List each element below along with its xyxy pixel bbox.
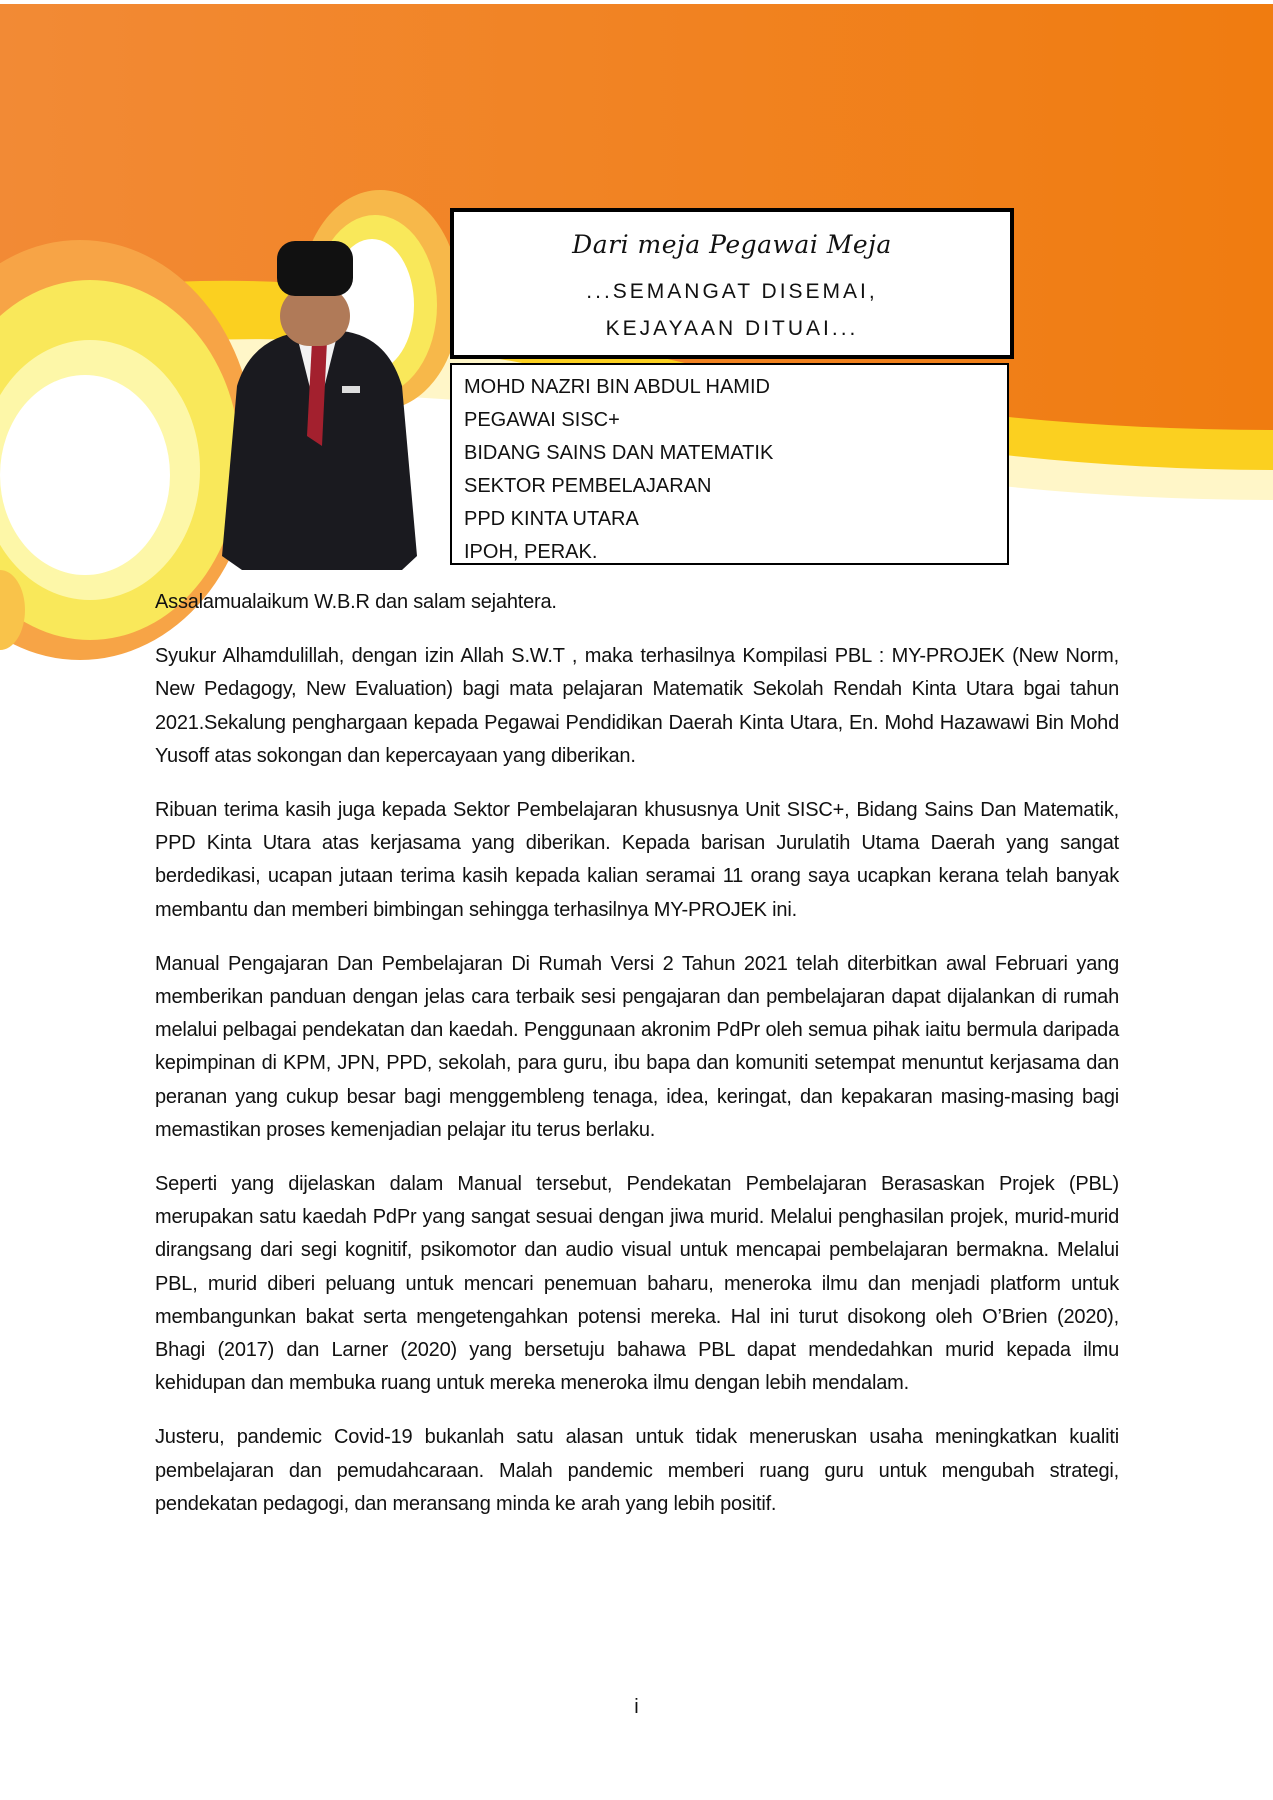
greeting: Assalamualaikum W.B.R dan salam sejahtera. <box>155 591 557 613</box>
page-number: i <box>634 1696 639 1718</box>
paragraph: Manual Pengajaran Dan Pembelajaran Di Rumah Versi 2 Tahun 2021 telah diterbitkan awal Februari yang memberikan panduan dengan jelas cara terbaik sesi pengajaran dan pembelajaran dapat dijalankan di rumah melalui pelbagai pendekatan dan kaedah. Penggunaan akronim PdPr oleh semua pihak iaitu bermula daripada kepimpinan di KPM, JPN, PPD, sekolah, para guru, ibu bapa dan komuniti setempat menuntut kerjasama dan peranan yang cukup besar bagi menggembleng tenaga, idea, keringat, dan kepakaran masing-masing bagi memastikan proses kemenjadian pelajar itu terus berlaku. <box>155 952 1119 1141</box>
officer-sector: SEKTOR PEMBELAJARAN <box>464 475 712 497</box>
officer-name: MOHD NAZRI BIN ABDUL HAMID <box>464 376 770 398</box>
officer-location: IPOH, PERAK. <box>464 541 598 563</box>
foreword-body <box>155 586 1119 1542</box>
officer-details-box <box>450 363 1009 565</box>
script-title: Dari meja Pegawai Meja <box>572 230 892 259</box>
motto-line-1: ...SEMANGAT DISEMAI, <box>586 280 878 303</box>
paragraph: Ribuan terima kasih juga kepada Sektor Pembelajaran khususnya Unit SISC+, Bidang Sains Dan Matematik, PPD Kinta Utara atas kerjasama yang diberikan. Kepada barisan Jurulatih Utama Daerah yang sangat berdedikasi, ucapan jutaan terima kasih kepada kalian seramai 11 orang saya ucapkan kerana telah banyak membantu dan memberi bimbingan sehingga terhasilnya MY-PROJEK ini. <box>155 799 1119 921</box>
officer-portrait <box>212 236 424 570</box>
motto-line-2: KEJAYAAN DITUAI... <box>605 317 859 340</box>
paragraph: Justeru, pandemic Covid-19 bukanlah satu alasan untuk tidak meneruskan usaha meningkatkan kualiti pembelajaran dan pemudahcaraan. Malah pandemic memberi ruang guru untuk mengubah strategi, pendekatan pedagogi, dan meransang minda ke arah yang lebih positif. <box>155 1426 1119 1515</box>
paragraph: Seperti yang dijelaskan dalam Manual tersebut, Pendekatan Pembelajaran Berasaskan Projek (PBL) merupakan satu kaedah PdPr yang sangat sesuai dengan jiwa murid. Melalui penghasilan projek, murid-murid dirangsang dari segi kognitif, psikomotor dan audio visual untuk mencapai pembelajaran bermakna. Melalui PBL, murid diberi peluang untuk mencari penemuan baharu, meneroka ilmu dan menjadi platform untuk membangunkan bakat serta mengetengahkan potensi mereka. Hal ini turut disokong oleh O’Brien (2020), Bhagi (2017) dan Larner (2020) yang bersetuju bahawa PBL dapat mendedahkan murid kepada ilmu kehidupan dan membuka ruang untuk mereka meneroka ilmu dengan lebih mendalam. <box>155 1173 1119 1395</box>
officer-field: BIDANG SAINS DAN MATEMATIK <box>464 442 774 464</box>
paragraph: Syukur Alhamdulillah, dengan izin Allah S.W.T , maka terhasilnya Kompilasi PBL : MY-PROJEK (New Norm, New Pedagogy, New Evaluation) bagi mata pelajaran Matematik Sekolah Rendah Kinta Utara bgai tahun 2021.Sekalung penghargaan kepada Pegawai Pendidikan Daerah Kinta Utara, En. Mohd Hazawawi Bin Mohd Yusoff atas sokongan dan kepercayaan yang diberikan. <box>155 645 1119 767</box>
motto <box>454 273 1010 347</box>
header-title-box <box>450 208 1014 359</box>
officer-position: PEGAWAI SISC+ <box>464 409 620 431</box>
officer-district: PPD KINTA UTARA <box>464 508 639 530</box>
